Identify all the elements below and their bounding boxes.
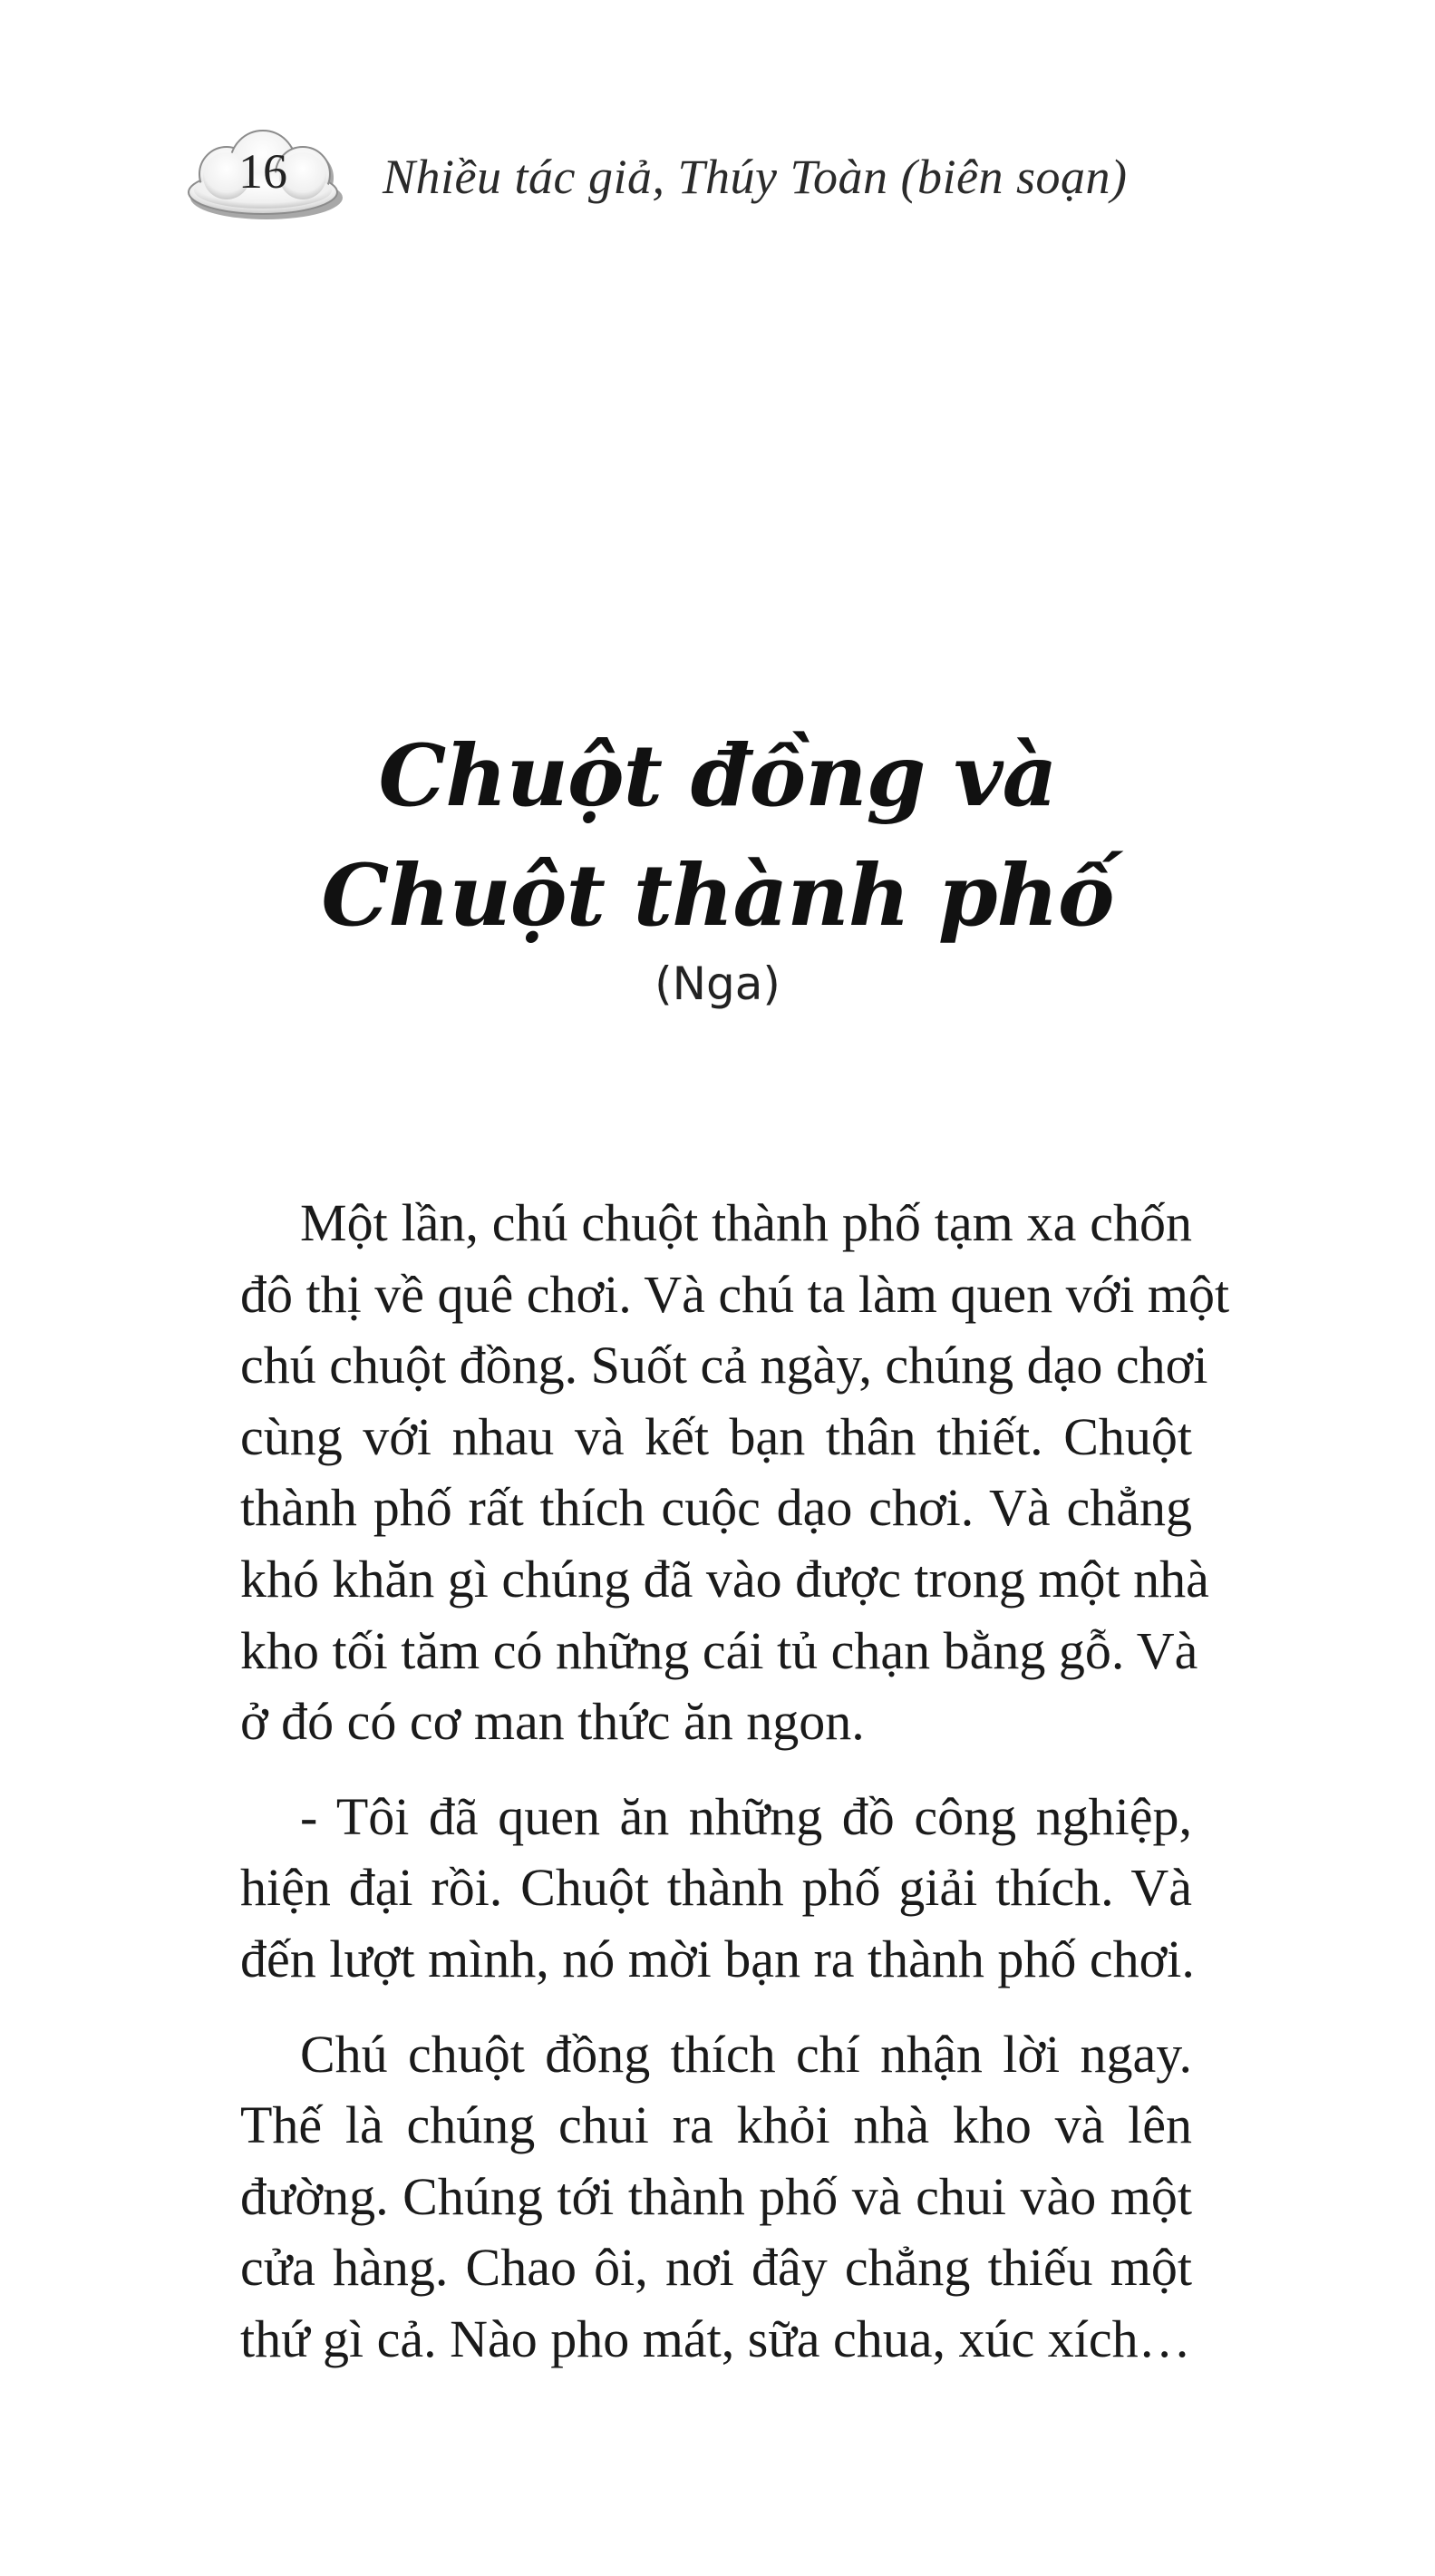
text-line: đến lượt mình, nó mời bạn ra thành phố chơi. (240, 1929, 1195, 1988)
text-line: Chú chuột đồng thích chí nhận lời ngay. (300, 2024, 1192, 2084)
paragraph (240, 2019, 1192, 2376)
story-title (0, 716, 1435, 956)
text-line: chú chuột đồng. Suốt cả ngày, chúng dạo chơi (240, 1336, 1208, 1395)
page-number-badge (172, 127, 354, 227)
page-number: 16 (238, 144, 287, 199)
text-line: Thế là chúng chui ra khỏi nhà kho và lên (240, 2095, 1192, 2155)
text-line: kho tối tăm có những cái tủ chạn bằng gỗ. Và (240, 1620, 1198, 1680)
text-line: cửa hàng. Chao ôi, nơi đây chẳng thiếu một (240, 2238, 1192, 2298)
paragraph (240, 1782, 1195, 1996)
text-line: ở đó có cơ man thức ăn ngon. (240, 1692, 865, 1752)
text-line: đô thị về quê chơi. Và chú ta làm quen với một (240, 1264, 1230, 1324)
text-line: thành phố rất thích cuộc dạo chơi. Và chẳng (240, 1478, 1192, 1538)
page-header (172, 127, 1169, 227)
paragraph (240, 1188, 1230, 1758)
story-title-line-2: Chuột thành phố (321, 846, 1114, 946)
text-line: khó khăn gì chúng đã vào được trong một nhà (240, 1549, 1209, 1609)
story-origin: (Nga) (654, 957, 781, 1010)
text-line: - Tôi đã quen ăn những đồ công nghiệp, (300, 1786, 1192, 1846)
text-line: thứ gì cả. Nào pho mát, sữa chua, xúc xích… (240, 2309, 1191, 2368)
text-line: hiện đại rồi. Chuột thành phố giải thích. Và (240, 1858, 1192, 1918)
story-title-line-1: Chuột đồng và (378, 726, 1057, 826)
story-body (240, 1188, 1230, 2399)
text-line: Một lần, chú chuột thành phố tạm xa chốn (300, 1193, 1192, 1252)
running-head: Nhiều tác giả, Thúy Toàn (biên soạn) (383, 150, 1128, 204)
text-line: cùng với nhau và kết bạn thân thiết. Chuột (240, 1406, 1192, 1466)
text-line: đường. Chúng tới thành phố và chui vào một (240, 2166, 1192, 2226)
